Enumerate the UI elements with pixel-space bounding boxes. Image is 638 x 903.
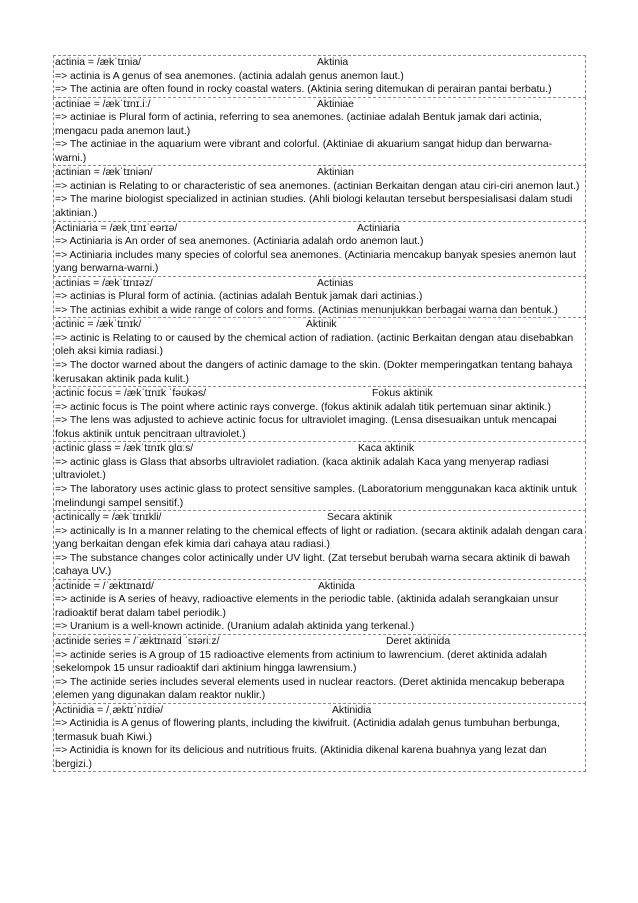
dictionary-entry-actiniaria (53, 221, 586, 277)
entry-definition: => actinically is In a manner relating to the chemical effects of light or radiation. (secara aktinik adalah dengan cara yang berkaitan dengan efek kimia dari cahaya atau radiasi.) (55, 525, 583, 551)
entry-definition: => actinia is A genus of sea anemones. (actinia adalah genus anemon laut.) (55, 70, 404, 82)
entry-definition: => actinide series is A group of 15 radioactive elements from actinium to lawrencium. (deret aktinida adalah sekelompok 15 unsur radioaktif dari aktinium hingga lawrensium.) (55, 649, 548, 675)
entry-definition: => Actiniaria is An order of sea anemones. (Actiniaria adalah ordo anemon laut.) (55, 236, 424, 248)
entry-headline (55, 56, 583, 70)
entry-headline (55, 387, 583, 401)
entry-translation: Fokus aktinik (372, 388, 433, 400)
entry-headword: actinic = /ækˈtɪnɪk/ (55, 319, 142, 331)
entry-definition: => actinian is Relating to or characteristic of sea anemones. (actinian Berkaitan dengan atau ciri-ciri anemon laut.) (55, 180, 580, 192)
entry-headword: actinias = /ækˈtɪnɪəz/ (55, 277, 153, 289)
entry-definition: => actinic glass is Glass that absorbs ultraviolet radiation. (kaca aktinik adalah Kaca yang menyerap radiasi ultraviolet.) (55, 456, 549, 482)
dictionary-entry-actinic-glass (53, 441, 586, 511)
dictionary-entry-actiniae (53, 97, 586, 167)
entry-translation: Aktinida (318, 580, 355, 592)
entry-headline (55, 98, 583, 112)
entry-example: => Actiniaria includes many species of colorful sea anemones. (Actiniaria mencakup banyak spesies anemon laut yang berwarna-warni.) (55, 249, 576, 275)
entry-example: => Uranium is a well-known actinide. (Uranium adalah aktinida yang terkenal.) (55, 621, 415, 633)
dictionary-entry-actinic (53, 317, 586, 387)
entry-translation: Aktiniae (317, 98, 354, 110)
entry-headword: actinide = /ˈæktɪnaɪd/ (55, 580, 154, 592)
entry-headword: actinian = /ækˈtɪniən/ (55, 167, 153, 179)
entry-example: => Actinidia is known for its delicious and nutritious fruits. (Aktinidia dikenal karena buahnya yang lezat dan bergizi.) (55, 745, 547, 770)
entry-headword: actinic focus = /ækˈtɪnɪk ˈfəʊkəs/ (55, 388, 207, 400)
entry-headline (55, 580, 583, 594)
entry-definition: => Actinidia is A genus of flowering plants, including the kiwifruit. (Actinidia adalah genus tumbuhan berbunga, termasuk buah Kiwi.) (55, 718, 560, 743)
entry-definition: => actinide is A series of heavy, radioactive elements in the periodic table. (aktinida adalah serangkaian unsur radioaktif berat dalam tabel periodik.) (55, 594, 559, 619)
dictionary-page (53, 56, 586, 772)
entry-headline (55, 511, 583, 525)
entry-headline (55, 277, 583, 291)
entry-example: => The doctor warned about the dangers of actinic damage to the skin. (Dokter memperingatkan tentang bahaya kerusakan aktinik pada kulit.) (55, 360, 573, 385)
entry-headword: Actiniaria = /ækˌtɪnɪˈeərɪə/ (55, 222, 178, 234)
dictionary-entry-actinidia (53, 703, 586, 773)
entry-translation: Aktinik (306, 319, 337, 331)
entry-headword: actinically = /ækˈtɪnɪkli/ (55, 512, 162, 524)
entry-example: => The laboratory uses actinic glass to protect sensitive samples. (Laboratorium menggunakan kaca aktinik untuk melindungi sampel sensitif.) (55, 483, 577, 509)
entry-example: => The actinias exhibit a wide range of colors and forms. (Actinias menunjukkan berbagai warna dan bentuk.) (55, 304, 558, 316)
entry-translation: Aktinia (317, 57, 349, 68)
entry-example: => The actinide series includes several elements used in nuclear reactors. (Deret aktinida mencakup beberapa elemen yang digunakan dalam reaktor nuklir.) (55, 676, 565, 702)
entry-definition: => actiniae is Plural form of actinia, referring to sea anemones. (actiniae adalah Bentuk jamak dari actinia, mengacu pada anemon laut.) (55, 112, 542, 137)
entry-headline (55, 166, 583, 180)
dictionary-entry-actinic-focus (53, 386, 586, 442)
entry-headline (55, 318, 583, 332)
entry-example: => The actiniae in the aquarium were vibrant and colorful. (Aktiniae di akuarium sangat hidup dan berwarna-warni.) (55, 139, 553, 164)
entry-headword: actinide series = /ˈæktɪnaɪd ˈsɪəriːz/ (55, 635, 220, 647)
dictionary-entry-actinically (53, 510, 586, 580)
entry-headline (55, 222, 583, 236)
entry-definition: => actinias is Plural form of actinia. (actinias adalah Bentuk jamak dari actinias.) (55, 291, 423, 303)
entry-translation: Secara aktinik (327, 512, 393, 524)
entry-translation: Deret aktinida (386, 635, 451, 647)
entry-translation: Kaca aktinik (358, 443, 415, 455)
entry-translation: Aktinidia (332, 704, 372, 716)
entry-definition: => actinic focus is The point where actinic rays converge. (fokus aktinik adalah titik pertemuan sinar aktinik.) (55, 401, 551, 413)
dictionary-entry-actinide-series (53, 634, 586, 704)
entry-headline (55, 442, 583, 456)
entry-example: => The lens was adjusted to achieve actinic focus for ultraviolet imaging. (Lensa disesuaikan untuk mencapai fokus aktinik untuk pencitraan ultraviolet.) (55, 415, 557, 440)
entry-headline (55, 704, 583, 718)
entry-translation: Actinias (317, 277, 354, 289)
dictionary-entry-actinias (53, 276, 586, 319)
entry-translation: Aktinian (317, 167, 354, 179)
entry-example: => The actinia are often found in rocky coastal waters. (Aktinia sering ditemukan di perairan pantai berbatu.) (55, 84, 552, 96)
entry-headword: Actinidia = /ˌæktɪˈnɪdiə/ (55, 704, 164, 716)
dictionary-entry-actinian (53, 165, 586, 221)
entry-definition: => actinic is Relating to or caused by the chemical action of radiation. (actinic Berkaitan dengan atau disebabkan oleh aksi kimia radiasi.) (55, 332, 574, 358)
dictionary-entry-actinide (53, 579, 586, 635)
entry-example: => The substance changes color actinically under UV light. (Zat tersebut berubah warna secara aktinik di bawah cahaya UV.) (55, 552, 571, 578)
entry-headword: actiniae = /ækˈtɪnɪ.iː/ (55, 98, 151, 110)
entry-headline (55, 635, 583, 649)
entry-example: => The marine biologist specialized in actinian studies. (Ahli biologi kelautan tersebut berspesialisasi dalam studi aktinian.) (55, 194, 573, 220)
dictionary-entry-actinia (53, 55, 586, 98)
entry-headword: actinic glass = /ækˈtɪnɪk glɑːs/ (55, 443, 194, 455)
entry-headword: actinia = /ækˈtɪnia/ (55, 57, 141, 68)
entry-translation: Actiniaria (357, 222, 400, 234)
